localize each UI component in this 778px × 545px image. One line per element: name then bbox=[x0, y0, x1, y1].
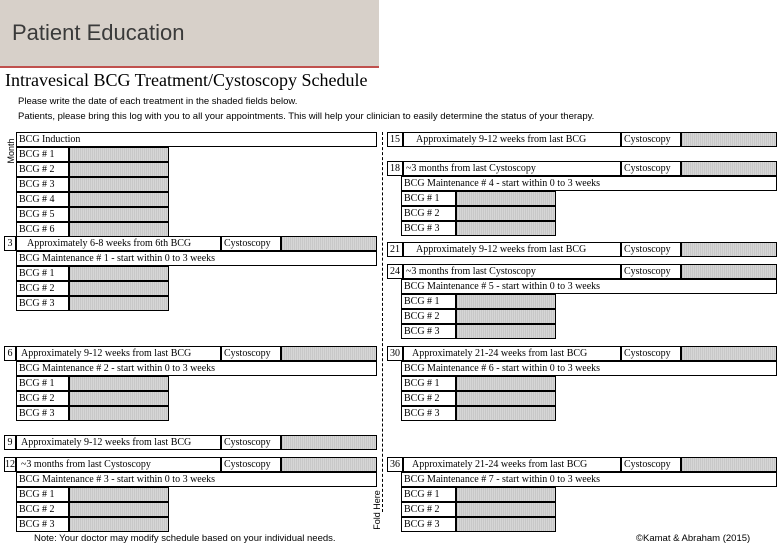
month-number: 21 bbox=[387, 242, 403, 257]
induction-row-label: BCG # 5 bbox=[16, 207, 69, 222]
cystoscopy-label: Cystoscopy bbox=[221, 346, 281, 361]
date-field[interactable] bbox=[456, 406, 556, 421]
induction-row-label: BCG # 2 bbox=[16, 162, 69, 177]
maintenance-header: BCG Maintenance # 7 - start within 0 to 3 weeks bbox=[401, 472, 777, 487]
date-field[interactable] bbox=[456, 191, 556, 206]
copyright: ©Kamat & Abraham (2015) bbox=[636, 533, 751, 544]
bcg-row-label: BCG # 2 bbox=[401, 391, 456, 406]
date-field[interactable] bbox=[456, 324, 556, 339]
cystoscopy-timing: Approximately 9-12 weeks from last BCG bbox=[403, 242, 621, 257]
cystoscopy-label: Cystoscopy bbox=[621, 242, 681, 257]
date-field[interactable] bbox=[69, 281, 169, 296]
cystoscopy-timing: Approximately 21-24 weeks from last BCG bbox=[403, 346, 621, 361]
bcg-row-label: BCG # 1 bbox=[401, 191, 456, 206]
cystoscopy-timing: Approximately 21-24 weeks from last BCG bbox=[403, 457, 621, 472]
cystoscopy-timing: Approximately 9-12 weeks from last BCG bbox=[16, 435, 221, 450]
cystoscopy-timing: Approximately 6-8 weeks from 6th BCG bbox=[16, 236, 221, 251]
bcg-row-label: BCG # 1 bbox=[16, 266, 69, 281]
footer-note: Note: Your doctor may modify schedule based on your individual needs. bbox=[34, 533, 336, 544]
maintenance-header: BCG Maintenance # 1 - start within 0 to 3 weeks bbox=[16, 251, 377, 266]
date-field[interactable] bbox=[681, 161, 777, 176]
induction-header: BCG Induction bbox=[16, 132, 377, 147]
date-field[interactable] bbox=[456, 502, 556, 517]
bcg-row-label: BCG # 1 bbox=[401, 487, 456, 502]
date-field[interactable] bbox=[69, 147, 169, 162]
maintenance-header: BCG Maintenance # 3 - start within 0 to 3 weeks bbox=[16, 472, 377, 487]
month-number: 12 bbox=[5, 459, 15, 470]
bcg-row-label: BCG # 3 bbox=[401, 324, 456, 339]
date-field[interactable] bbox=[456, 391, 556, 406]
page-title: Intravesical BCG Treatment/Cystoscopy Schedule bbox=[5, 70, 368, 90]
bcg-row-label: BCG # 3 bbox=[401, 517, 456, 532]
cystoscopy-timing: Approximately 9-12 weeks from last BCG bbox=[16, 346, 221, 361]
maintenance-header: BCG Maintenance # 6 - start within 0 to 3 weeks bbox=[401, 361, 777, 376]
month-number: 18 bbox=[387, 161, 403, 176]
date-field[interactable] bbox=[281, 435, 377, 450]
date-field[interactable] bbox=[69, 406, 169, 421]
bcg-row-label: BCG # 1 bbox=[16, 376, 69, 391]
bcg-row-label: BCG # 2 bbox=[401, 206, 456, 221]
cystoscopy-label: Cystoscopy bbox=[621, 161, 681, 176]
induction-row-label: BCG # 1 bbox=[16, 147, 69, 162]
fold-here-label: Fold Here bbox=[372, 490, 382, 530]
cystoscopy-label: Cystoscopy bbox=[621, 457, 681, 472]
fold-line bbox=[382, 132, 383, 512]
date-field[interactable] bbox=[281, 346, 377, 361]
date-field[interactable] bbox=[681, 457, 777, 472]
date-field[interactable] bbox=[681, 132, 777, 147]
bcg-row-label: BCG # 3 bbox=[16, 296, 69, 311]
month-axis-label: Month bbox=[6, 138, 16, 164]
month-number: 6 bbox=[4, 346, 16, 361]
bcg-row-label: BCG # 2 bbox=[16, 502, 69, 517]
bcg-row-label: BCG # 3 bbox=[401, 406, 456, 421]
bcg-row-label: BCG # 3 bbox=[16, 517, 69, 532]
date-field[interactable] bbox=[69, 296, 169, 311]
date-field[interactable] bbox=[69, 517, 169, 532]
bcg-row-label: BCG # 1 bbox=[16, 487, 69, 502]
month-number: 36 bbox=[387, 457, 403, 472]
bcg-row-label: BCG # 2 bbox=[16, 391, 69, 406]
cystoscopy-label: Cystoscopy bbox=[221, 457, 281, 472]
induction-row-label: BCG # 6 bbox=[16, 222, 69, 237]
cystoscopy-label: Cystoscopy bbox=[621, 132, 681, 147]
cystoscopy-label: Cystoscopy bbox=[621, 346, 681, 361]
banner-title: Patient Education bbox=[12, 20, 185, 45]
date-field[interactable] bbox=[456, 221, 556, 236]
instruction-line-1: Please write the date of each treatment in the shaded fields below. bbox=[18, 96, 298, 107]
bcg-row-label: BCG # 3 bbox=[401, 221, 456, 236]
date-field[interactable] bbox=[69, 222, 169, 237]
cystoscopy-timing: ~3 months from last Cystoscopy bbox=[403, 161, 621, 176]
induction-row-label: BCG # 4 bbox=[16, 192, 69, 207]
bcg-row-label: BCG # 2 bbox=[401, 502, 456, 517]
date-field[interactable] bbox=[681, 346, 777, 361]
date-field[interactable] bbox=[681, 242, 777, 257]
month-number: 9 bbox=[4, 435, 16, 450]
cystoscopy-timing: ~3 months from last Cystoscopy bbox=[16, 457, 221, 472]
date-field[interactable] bbox=[456, 309, 556, 324]
date-field[interactable] bbox=[281, 236, 377, 251]
date-field[interactable] bbox=[69, 207, 169, 222]
date-field[interactable] bbox=[69, 192, 169, 207]
month-number: 24 bbox=[387, 264, 403, 279]
date-field[interactable] bbox=[69, 391, 169, 406]
maintenance-header: BCG Maintenance # 4 - start within 0 to 3 weeks bbox=[401, 176, 777, 191]
month-number: 30 bbox=[387, 346, 403, 361]
date-field[interactable] bbox=[456, 376, 556, 391]
month-number: 3 bbox=[4, 236, 16, 251]
maintenance-header: BCG Maintenance # 5 - start within 0 to 3 weeks bbox=[401, 279, 777, 294]
bcg-row-label: BCG # 2 bbox=[16, 281, 69, 296]
month-number: 15 bbox=[387, 132, 403, 147]
bcg-row-label: BCG # 2 bbox=[401, 309, 456, 324]
cystoscopy-label: Cystoscopy bbox=[221, 236, 281, 251]
date-field[interactable] bbox=[69, 177, 169, 192]
date-field[interactable] bbox=[69, 487, 169, 502]
date-field[interactable] bbox=[456, 517, 556, 532]
instruction-line-2: Patients, please bring this log with you to all your appointments. This will help your clinician to easily determine the status of your therapy. bbox=[18, 111, 595, 122]
induction-row-label: BCG # 3 bbox=[16, 177, 69, 192]
maintenance-header: BCG Maintenance # 2 - start within 0 to 3 weeks bbox=[16, 361, 377, 376]
date-field[interactable] bbox=[281, 457, 377, 472]
bcg-row-label: BCG # 3 bbox=[16, 406, 69, 421]
cystoscopy-label: Cystoscopy bbox=[621, 264, 681, 279]
date-field[interactable] bbox=[456, 487, 556, 502]
date-field[interactable] bbox=[69, 376, 169, 391]
cystoscopy-timing: Approximately 9-12 weeks from last BCG bbox=[403, 132, 621, 147]
bcg-row-label: BCG # 1 bbox=[401, 294, 456, 309]
date-field[interactable] bbox=[69, 266, 169, 281]
cystoscopy-label: Cystoscopy bbox=[221, 435, 281, 450]
date-field[interactable] bbox=[456, 206, 556, 221]
cystoscopy-timing: ~3 months from last Cystoscopy bbox=[403, 264, 621, 279]
bcg-row-label: BCG # 1 bbox=[401, 376, 456, 391]
date-field[interactable] bbox=[456, 294, 556, 309]
date-field[interactable] bbox=[681, 264, 777, 279]
date-field[interactable] bbox=[69, 502, 169, 517]
date-field[interactable] bbox=[69, 162, 169, 177]
